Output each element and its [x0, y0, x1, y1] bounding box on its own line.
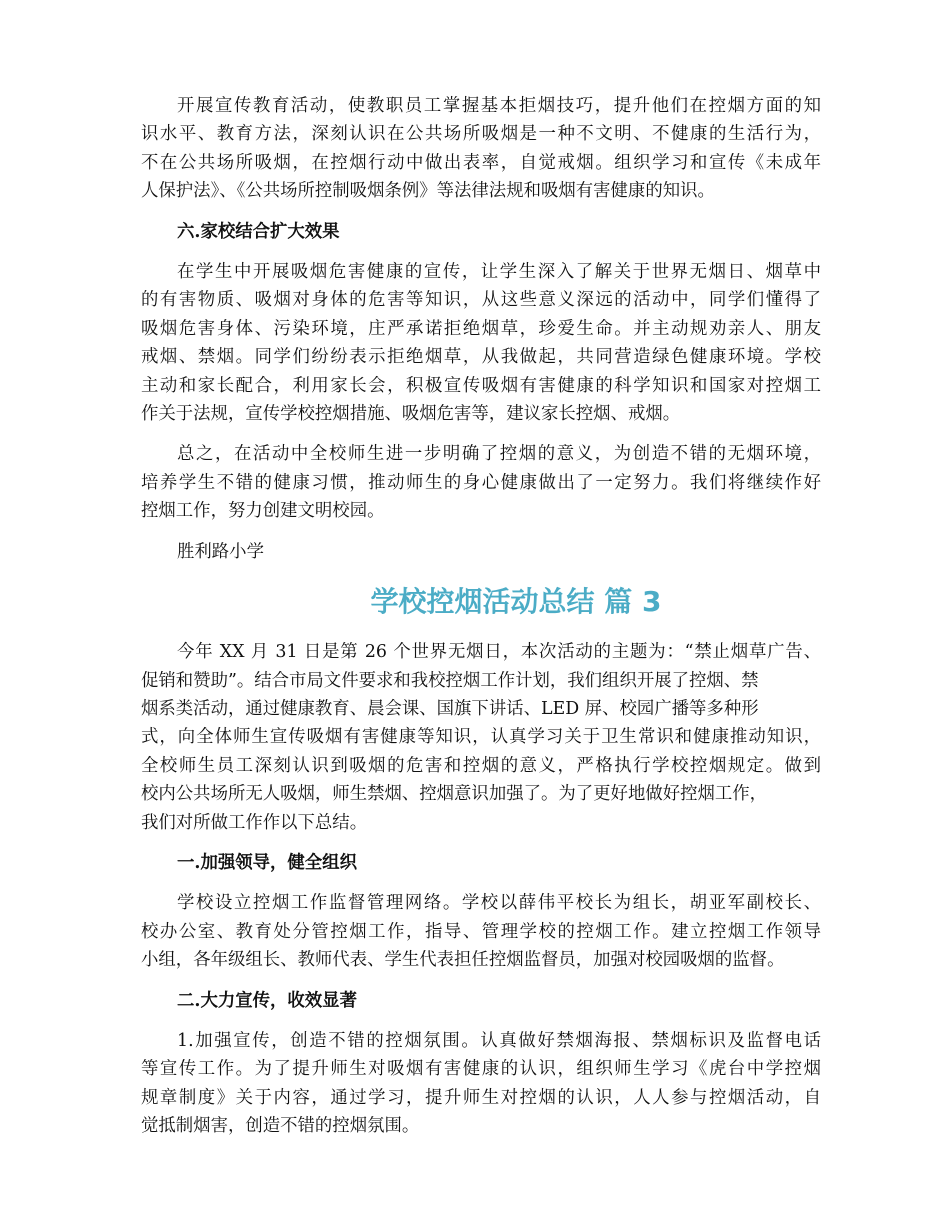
paragraph-home-school: [141, 258, 821, 428]
text-line: 不在公共场所吸烟，在控烟行动中做出表率，自觉戒烟。组织学习和宣传《未成年: [141, 152, 821, 173]
text-line: 人保护法》、《公共场所控制吸烟条例》等法律法规和吸烟有害健康的知识。: [141, 181, 715, 202]
section-heading-1: 一.加强领导，健全组织: [177, 852, 357, 873]
text-line: 培养学生不错的健康习惯，推动师生的身心健康做出了一定努力。我们将继续作好: [141, 472, 821, 493]
text-line: 我们对所做工作作以下总结。: [141, 812, 368, 833]
text-line: 在学生中开展吸烟危害健康的宣传，让学生深入了解关于世界无烟日、烟草中: [177, 262, 821, 283]
text-line: 的有害物质、吸烟对身体的危害等知识，从这些意义深远的活动中，同学们懂得了: [141, 290, 821, 311]
text-line: 全校师生员工深刻认识到吸烟的危害和控烟的意义，严格执行学校控烟规定。做到: [141, 755, 821, 776]
text-line: 等宣传工作。为了提升师生对吸烟有害健康的认识，组织师生学习《虎台中学控烟: [141, 1059, 821, 1080]
text-line: 总之，在活动中全校师生进一步明确了控烟的意义，为创造不错的无烟环境，: [177, 444, 821, 465]
article-title: 学校控烟活动总结 篇 3: [370, 585, 662, 619]
text-line: 式，向全体师生宣传吸烟有害健康等知识，认真学习关于卫生常识和健康推动知识，: [141, 727, 821, 748]
text-line: 识水平、教育方法，深刻认识在公共场所吸烟是一种不文明、不健康的生活行为，: [141, 124, 821, 145]
signature: 胜利路小学: [177, 541, 264, 562]
text-line: 控烟工作，努力创建文明校园。: [141, 501, 385, 522]
paragraph-tobacco-education: [141, 92, 821, 206]
text-line: 觉抵制烟害，创造不错的控烟氛围。: [141, 1116, 420, 1137]
text-line: 作关于法规，宣传学校控烟措施、吸烟危害等，建议家长控烟、戒烟。: [141, 404, 681, 425]
text-line: 学校设立控烟工作监督管理网络。学校以薛伟平校长为组长，胡亚军副校长、: [177, 893, 821, 914]
text-line: 烟系类活动，通过健康教育、晨会课、国旗下讲话、LED 屏、校园广播等多种形: [141, 698, 759, 719]
section-heading-6: 六.家校结合扩大效果: [177, 221, 340, 242]
text-line: 校办公室、教育处分管控烟工作，指导、管理学校的控烟工作。建立控烟工作领导: [141, 921, 821, 942]
text-line: 开展宣传教育活动，使教职员工掌握基本拒烟技巧，提升他们在控烟方面的知: [177, 96, 821, 116]
text-line: 主动和家长配合，利用家长会，积极宣传吸烟有害健康的科学知识和国家对控烟工: [141, 375, 821, 396]
paragraph-leadership: [141, 889, 821, 974]
paragraph-publicity: [141, 1027, 821, 1141]
text-line: 吸烟危害身体、污染环境，庄严承诺拒绝烟草，珍爱生命。并主动规劝亲人、朋友: [141, 318, 821, 339]
text-line: 校内公共场所无人吸烟，师生禁烟、控烟意识加强了。为了更好地做好控烟工作，: [141, 784, 768, 805]
text-line: 规章制度》关于内容，通过学习，提升师生对控烟的认识，人人参与控烟活动，自: [141, 1087, 821, 1108]
text-line: 小组，各年级组长、教师代表、学生代表担任控烟监督员，加强对校园吸烟的监督。: [141, 950, 785, 971]
text-line: 今年 XX 月 31 日是第 26 个世界无烟日，本次活动的主题为：“禁止烟草广告、: [177, 642, 821, 663]
document-page: [141, 92, 821, 1141]
section-heading-2: 二.大力宣传，收效显著: [177, 990, 357, 1011]
text-line: 1.加强宣传，创造不错的控烟氛围。认真做好禁烟海报、禁烟标识及监督电话: [177, 1030, 821, 1051]
text-line: 促销和赞助”。结合市局文件要求和我校控烟工作计划，我们组织开展了控烟、禁: [141, 670, 759, 691]
text-line: 戒烟、禁烟。同学们纷纷表示拒绝烟草，从我做起，共同营造绿色健康环境。学校: [141, 347, 821, 368]
paragraph-intro: [141, 638, 821, 837]
paragraph-conclusion: [141, 440, 821, 525]
